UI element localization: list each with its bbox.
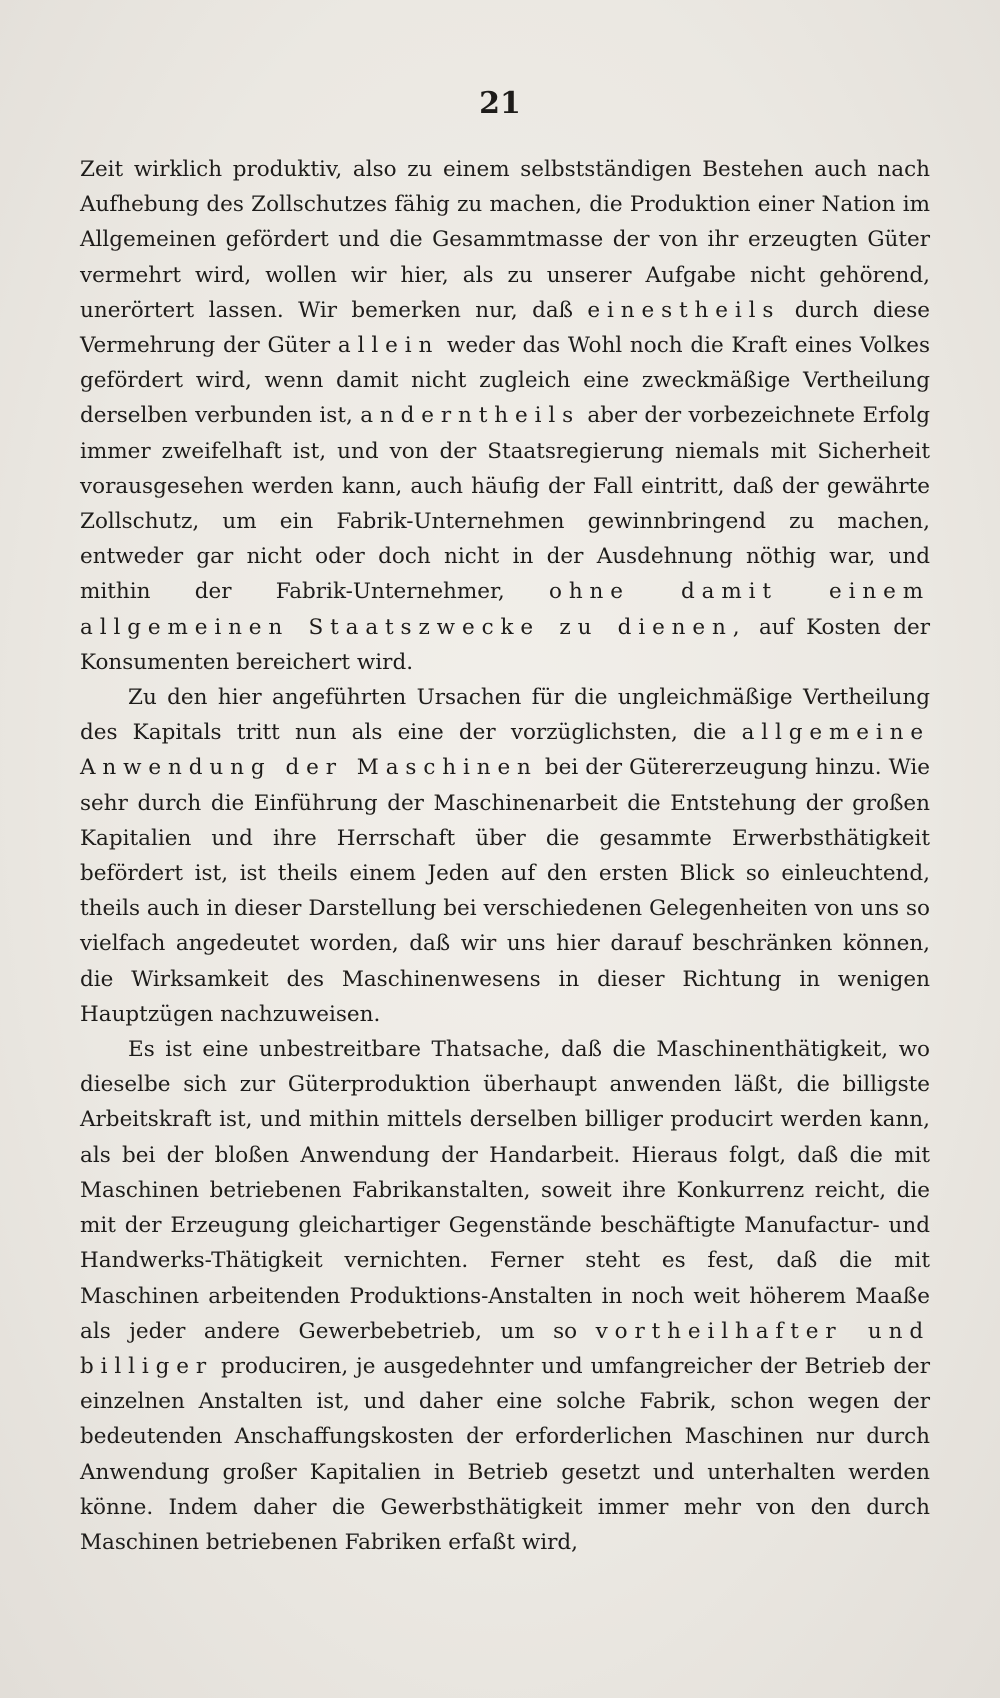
emphasis-spaced-text: ohne damit einem allgemeinen Staatszwecke zu dienen, xyxy=(80,579,930,640)
text-segment: Zeit wirklich produktiv, also zu einem selbstständigen Bestehen auch nach Aufhebung des Zollschutzes fähig zu machen, die Produktion einer Nation im Allgemeinen gefördert und die Gesammtmasse der von ihr erzeugten Güter vermehrt wird, wollen wir hier, als zu unserer Aufgabe nicht gehörend, unerörtert lassen. Wir bemerken nur, daß xyxy=(80,157,930,323)
text-segment: durch diese Vermehrung der Güter xyxy=(80,297,930,359)
page-number: 21 xyxy=(479,86,521,121)
text-segment: Zu den hier angeführten Ursachen für die ungleichmäßige Vertheilung des Kapitals tritt nun als eine der vorzüglichsten, die xyxy=(80,685,930,746)
emphasis-spaced-text: anderntheils xyxy=(360,403,581,429)
text-segment: Es ist eine unbestreitbare Thatsache, daß die Maschinenthätigkeit, wo dieselbe sich zur Güterproduktion überhaupt anwenden läßt, die billigste Arbeitskraft ist, und mithin mittels derselben billiger producirt werden kann, als bei der bloßen Anwendung der Handarbeit. Hieraus folgt, daß die mit Maschinen betriebenen Fabrikanstalten, soweit ihre Konkurrenz reicht, die mit der Erzeugung gleichartiger Gegenstände beschäftigte Manufactur- und Handwerks-Thätigkeit vernichten. Ferner steht es fest, daß die mit Maschinen arbeitenden Produktions-Anstalten in noch weit höherem Maaße als jeder andere Gewerbebetrieb, um so xyxy=(80,1037,930,1344)
text-segment: aber der vorbezeichnete Erfolg immer zweifelhaft ist, und von der Staatsregierung niemals mit Sicherheit vorausgesehen werden kann, auch häufig der Fall eintritt, daß der gewährte Zollschutz, um ein Fabrik-Unternehmen gewinnbringend zu machen, entweder gar nicht oder doch nicht in der Ausdehnung nöthig war, und mithin der Fabrik-Unternehmer, xyxy=(80,403,930,605)
emphasis-spaced-text: einestheils xyxy=(587,297,781,323)
text-segment: auf Kosten der Konsumenten bereichert wird. xyxy=(80,614,931,675)
text-segment: weder das Wohl noch die Kraft eines Volkes gefördert wird, wenn damit nicht zugleich eine zweckmäßige Vertheilung derselben verbunden ist, xyxy=(80,333,930,429)
paragraph xyxy=(80,152,930,680)
emphasis-spaced-text: allgemeine Anwendung der Maschinen xyxy=(80,720,930,781)
emphasis-spaced-text: allein xyxy=(337,333,440,359)
text-segment: produciren, je ausgedehnter und umfangreicher der Betrieb der einzelnen Anstalten ist, und daher eine solche Fabrik, schon wegen der bedeutenden Anschaffungskosten der erforderlichen Maschinen nur durch Anwendung großer Kapitalien in Betrieb gesetzt und unterhalten werden könne. Indem daher die Gewerbsthätigkeit immer mehr von den durch Maschinen betriebenen Fabriken erfaßt wird, xyxy=(80,1353,930,1555)
text-segment: bei der Gütererzeugung hinzu. Wie sehr durch die Einführung der Maschinenarbeit die Entstehung der großen Kapitalien und ihre Herrschaft über die gesammte Erwerbsthätigkeit befördert ist, ist theils einem Jeden auf den ersten Blick so einleuchtend, theils auch in dieser Darstellung bei verschiedenen Gelegenheiten von uns so vielfach angedeutet worden, daß wir uns hier darauf beschränken können, die Wirksamkeit des Maschinenwesens in dieser Richtung in wenigen Hauptzügen nachzuweisen. xyxy=(80,755,930,1027)
paragraph xyxy=(80,1032,930,1560)
paragraph xyxy=(80,680,930,1032)
emphasis-spaced-text: vortheilhafter und billiger xyxy=(80,1318,930,1379)
text-body xyxy=(80,152,930,1560)
